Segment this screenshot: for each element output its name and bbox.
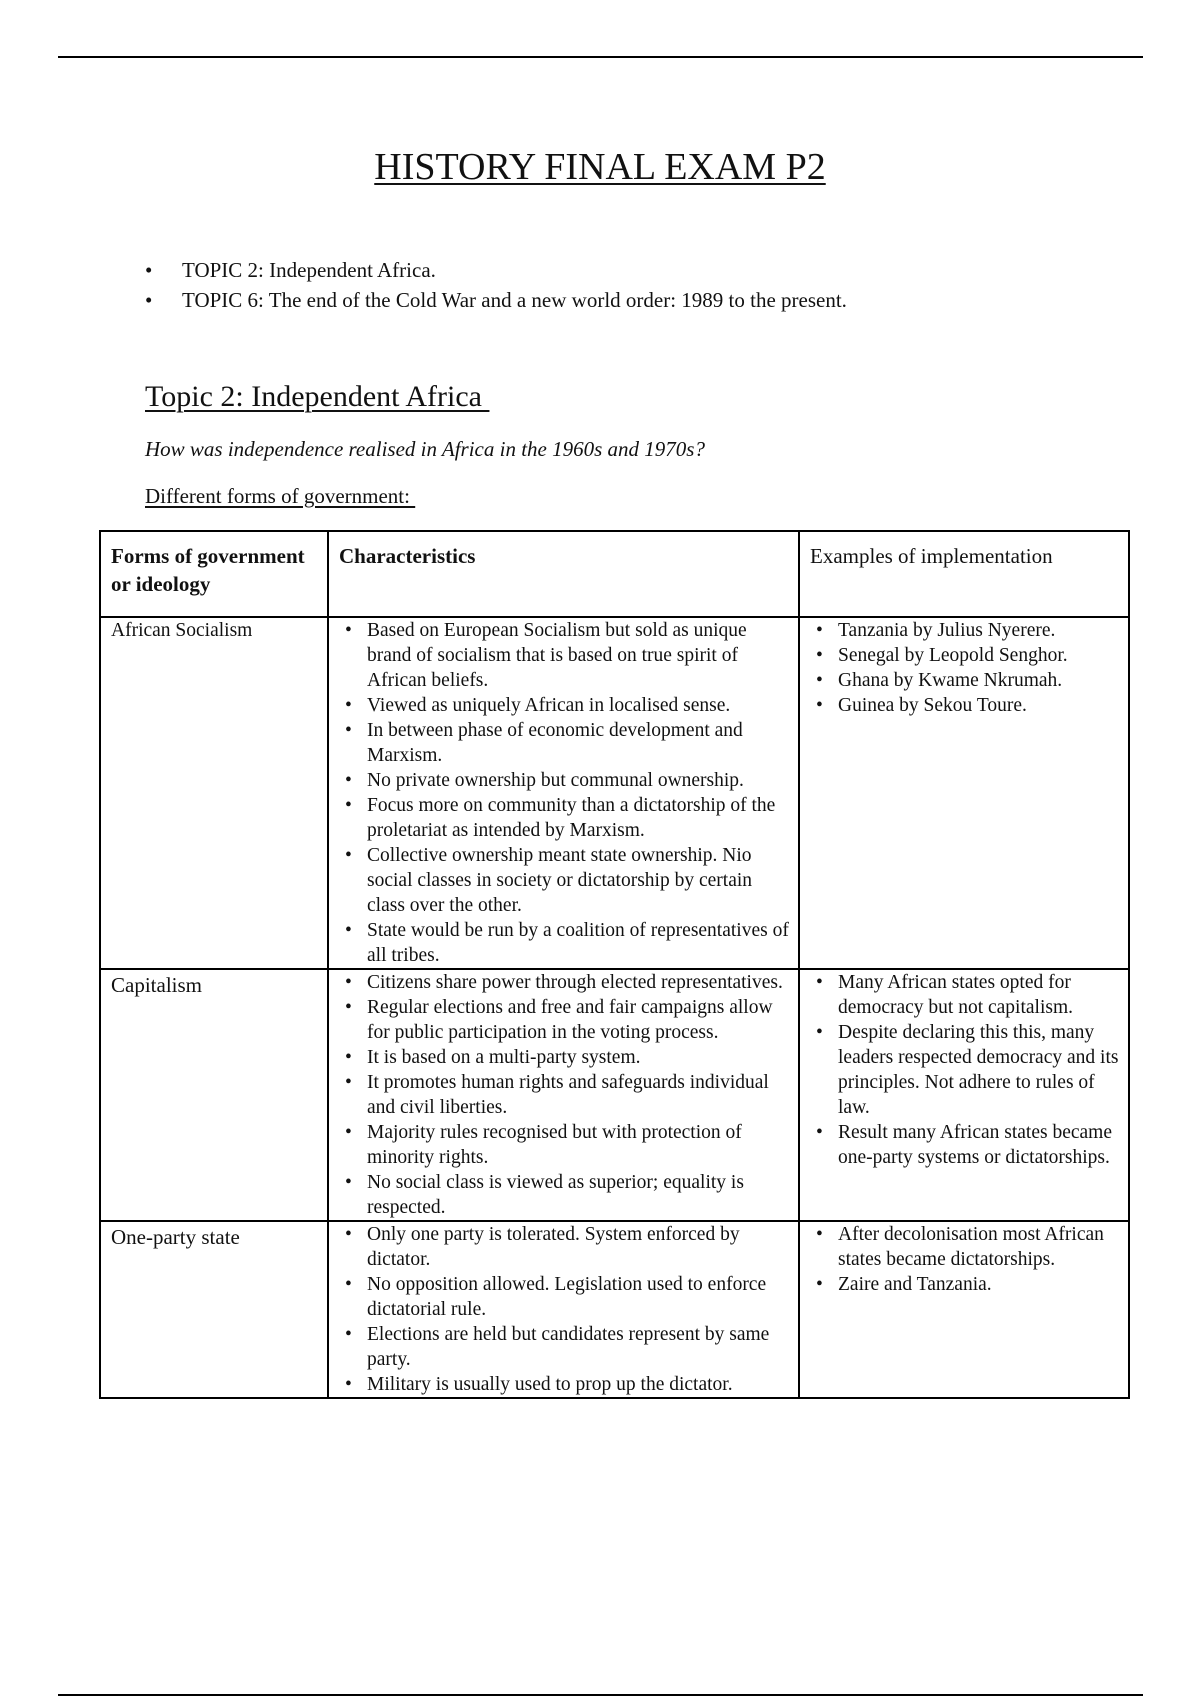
- characteristics-cell: [328, 969, 799, 1221]
- list-item: • In between phase of economic development and Marxism.: [339, 718, 792, 768]
- form-name: Capitalism: [100, 969, 328, 1221]
- examples-cell: [799, 617, 1129, 969]
- list-item: • Military is usually used to prop up the dictator.: [339, 1372, 792, 1397]
- topic-item: • TOPIC 2: Independent Africa.: [145, 255, 847, 285]
- form-name: African Socialism: [100, 617, 328, 969]
- list-item: • Regular elections and free and fair campaigns allow for public participation in the voting process.: [339, 995, 792, 1045]
- list-item: • No opposition allowed. Legislation used to enforce dictatorial rule.: [339, 1272, 792, 1322]
- form-name: One-party state: [100, 1221, 328, 1398]
- list-item: • Only one party is tolerated. System enforced by dictator.: [339, 1222, 792, 1272]
- characteristics-cell: [328, 617, 799, 969]
- list-item: • Many African states opted for democracy but not capitalism.: [810, 970, 1122, 1020]
- list-item: • No private ownership but communal ownership.: [339, 768, 792, 793]
- list-item: • No social class is viewed as superior; equality is respected.: [339, 1170, 792, 1220]
- table-row: [100, 1221, 1129, 1398]
- bottom-rule: [58, 1694, 1143, 1696]
- list-item: • It promotes human rights and safeguards individual and civil liberties.: [339, 1070, 792, 1120]
- characteristics-cell: [328, 1221, 799, 1398]
- page-title: HISTORY FINAL EXAM P2: [374, 146, 826, 188]
- table-row: [100, 969, 1129, 1221]
- list-item: • Focus more on community than a dictatorship of the proletariat as intended by Marxism.: [339, 793, 792, 843]
- examples-cell: [799, 969, 1129, 1221]
- section-question: How was independence realised in Africa in the 1960s and 1970s?: [145, 437, 705, 461]
- top-rule: [58, 56, 1143, 58]
- list-item: • State would be run by a coalition of representatives of all tribes.: [339, 918, 792, 968]
- list-item: • Collective ownership meant state ownership. Nio social classes in society or dictatorship by certain class over the other.: [339, 843, 792, 918]
- section-title: Topic 2: Independent Africa: [145, 380, 490, 413]
- list-item: • Ghana by Kwame Nkrumah.: [810, 668, 1122, 693]
- topic-item: • TOPIC 6: The end of the Cold War and a new world order: 1989 to the present.: [145, 285, 847, 315]
- header-examples: Examples of implementation: [799, 531, 1129, 617]
- subheading: Different forms of government:: [145, 484, 416, 508]
- table-row: [100, 617, 1129, 969]
- list-item: • After decolonisation most African states became dictatorships.: [810, 1222, 1122, 1272]
- government-forms-table: [99, 530, 1130, 1399]
- list-item: • It is based on a multi-party system.: [339, 1045, 792, 1070]
- table-header-row: [100, 531, 1129, 617]
- list-item: • Zaire and Tanzania.: [810, 1272, 1122, 1297]
- list-item: • Despite declaring this this, many leaders respected democracy and its principles. Not adhere to rules of law.: [810, 1020, 1122, 1120]
- list-item: • Based on European Socialism but sold as unique brand of socialism that is based on true spirit of African beliefs.: [339, 618, 792, 693]
- list-item: • Viewed as uniquely African in localised sense.: [339, 693, 792, 718]
- examples-cell: [799, 1221, 1129, 1398]
- list-item: • Citizens share power through elected representatives.: [339, 970, 792, 995]
- list-item: • Senegal by Leopold Senghor.: [810, 643, 1122, 668]
- list-item: • Majority rules recognised but with protection of minority rights.: [339, 1120, 792, 1170]
- list-item: • Tanzania by Julius Nyerere.: [810, 618, 1122, 643]
- header-forms: Forms of government or ideology: [100, 531, 328, 617]
- topic-list: [145, 255, 847, 315]
- list-item: • Elections are held but candidates represent by same party.: [339, 1322, 792, 1372]
- header-characteristics: Characteristics: [328, 531, 799, 617]
- list-item: • Guinea by Sekou Toure.: [810, 693, 1122, 718]
- list-item: • Result many African states became one-party systems or dictatorships.: [810, 1120, 1122, 1170]
